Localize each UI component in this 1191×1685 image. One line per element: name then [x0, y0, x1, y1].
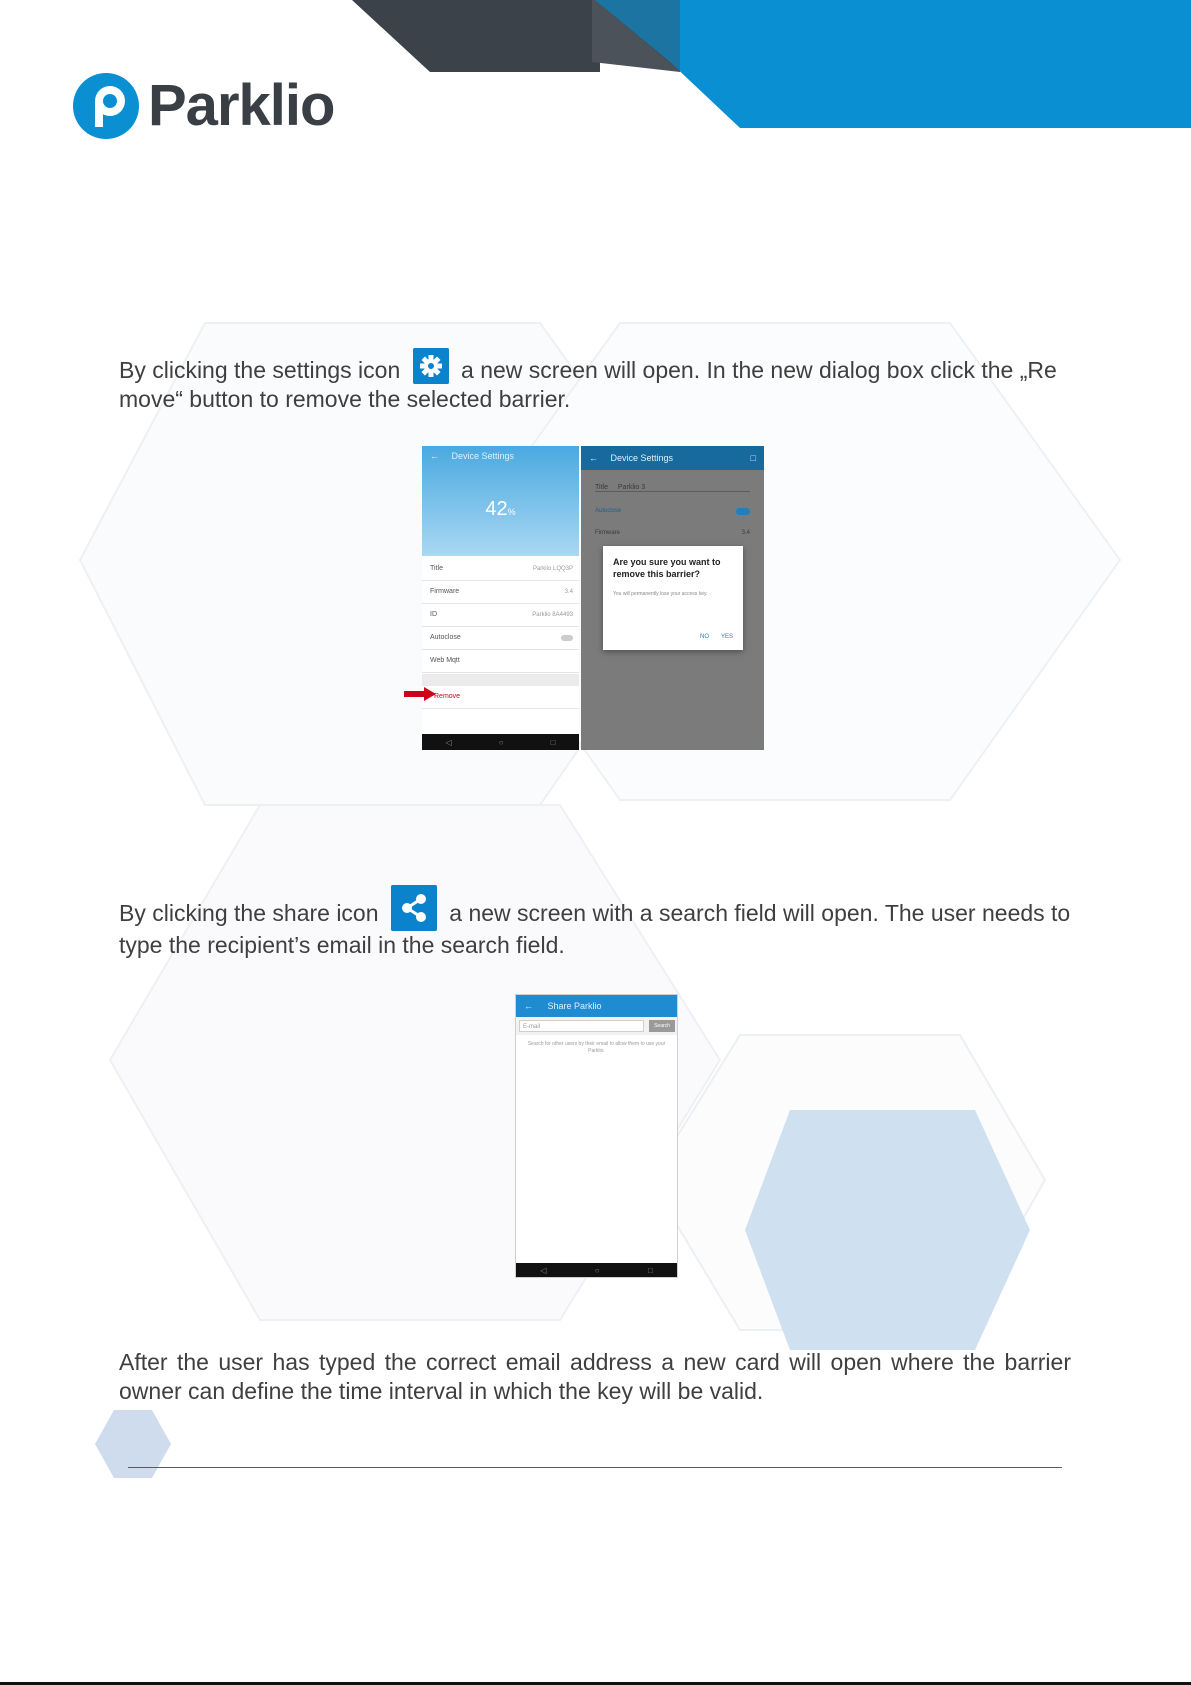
- right-appbar: [581, 446, 764, 470]
- setting-label: ID: [430, 611, 437, 618]
- right-title-field: [595, 484, 750, 492]
- gear-icon: [413, 348, 449, 384]
- dialog-title: Are you sure you want to remove this barrier?: [613, 557, 721, 579]
- dialog-no-button[interactable]: NO: [700, 634, 709, 640]
- right-firmware-row: [595, 530, 750, 536]
- after-instructions: After the user has typed the correct email address a new card will open where the barrier owner can define the time interval in which the key will be valid.: [119, 1349, 1071, 1404]
- back-arrow-icon[interactable]: ←: [589, 453, 598, 463]
- parklio-logo-mark-icon: [70, 70, 142, 142]
- device-settings-screenshot: [414, 444, 776, 756]
- back-arrow-icon[interactable]: ←: [430, 451, 439, 461]
- right-autoclose-row: [595, 508, 750, 514]
- setting-label: Firmware: [430, 588, 460, 595]
- battery-level: [422, 498, 579, 521]
- footer-divider: [128, 1467, 1062, 1468]
- autoclose-toggle[interactable]: [561, 635, 573, 641]
- setting-label: Web Mqtt: [430, 657, 460, 664]
- email-placeholder: E-mail: [523, 1024, 541, 1030]
- section-divider: [422, 674, 579, 686]
- settings-text-after: a new screen will open. In the new dialog box click the „Re move“ button to remove the selected barrier.: [119, 357, 1057, 412]
- setting-value: 3.4: [564, 589, 573, 595]
- share-screen-title: Share Parklio: [547, 1001, 602, 1011]
- battery-unit: %: [507, 507, 516, 517]
- share-icon: [391, 885, 437, 931]
- left-appbar: [422, 446, 579, 466]
- settings-text-before: By clicking the settings icon: [119, 357, 401, 383]
- brand-name: Parklio: [148, 73, 335, 138]
- nav-recent-icon[interactable]: □: [550, 737, 556, 747]
- setting-row-autoclose[interactable]: [422, 627, 579, 650]
- toggle-label: Autoclose: [595, 508, 622, 514]
- email-search-input[interactable]: [519, 1020, 644, 1032]
- setting-value: Parklio LQQ3P: [532, 566, 573, 572]
- left-navbar: [422, 734, 579, 750]
- dialog-body: You will permanently lose your access key.: [613, 591, 708, 597]
- share-search-bar: [516, 1017, 677, 1035]
- firmware-label: Firmware: [595, 530, 620, 536]
- share-text-before: By clicking the share icon: [119, 900, 379, 926]
- nav-home-icon[interactable]: ○: [498, 737, 504, 747]
- autoclose-toggle[interactable]: [736, 508, 750, 515]
- setting-label: Autoclose: [430, 634, 461, 641]
- share-instructions: [119, 885, 1071, 960]
- parklio-logo: [70, 70, 334, 142]
- left-screen-title: Device Settings: [451, 451, 515, 461]
- remove-confirmation-dialog: [603, 546, 743, 650]
- setting-label: Title: [430, 565, 443, 572]
- share-navbar: [516, 1263, 677, 1277]
- setting-value: Parklio 8A4493: [532, 612, 573, 618]
- right-screen-title: Device Settings: [610, 453, 674, 463]
- red-arrow-pointer-icon: [404, 687, 436, 701]
- field-value: Parklio 3: [617, 484, 646, 491]
- dialog-yes-button[interactable]: YES: [720, 634, 733, 640]
- nav-recent-icon[interactable]: □: [647, 1265, 653, 1275]
- nav-back-icon[interactable]: ◁: [445, 737, 452, 747]
- remove-label[interactable]: Remove: [434, 693, 461, 700]
- setting-row-id[interactable]: [422, 604, 579, 627]
- share-text-after: a new screen with a search field will open. The user needs to type the recipient’s email in the search field.: [119, 900, 1071, 958]
- remove-row[interactable]: [422, 686, 579, 709]
- battery-value: 42: [485, 498, 508, 520]
- nav-back-icon[interactable]: ◁: [540, 1265, 547, 1275]
- search-button[interactable]: Search: [649, 1020, 675, 1032]
- back-arrow-icon[interactable]: ←: [524, 1001, 533, 1011]
- setting-row-title[interactable]: [422, 558, 579, 581]
- field-label: Title: [595, 484, 608, 491]
- firmware-value: 3.4: [741, 530, 750, 536]
- share-appbar: [516, 995, 677, 1017]
- delete-icon[interactable]: □: [750, 453, 756, 463]
- device-settings-right-screen: [581, 446, 764, 750]
- share-hint: Search for other users by their email to allow them to use your Parklio.: [527, 1041, 666, 1054]
- setting-row-firmware[interactable]: [422, 581, 579, 604]
- nav-home-icon[interactable]: ○: [594, 1265, 600, 1275]
- setting-row-web-mqtt[interactable]: [422, 650, 579, 673]
- share-screenshot: [515, 994, 678, 1278]
- settings-instructions: [119, 348, 1071, 414]
- device-settings-left-screen: [422, 446, 579, 750]
